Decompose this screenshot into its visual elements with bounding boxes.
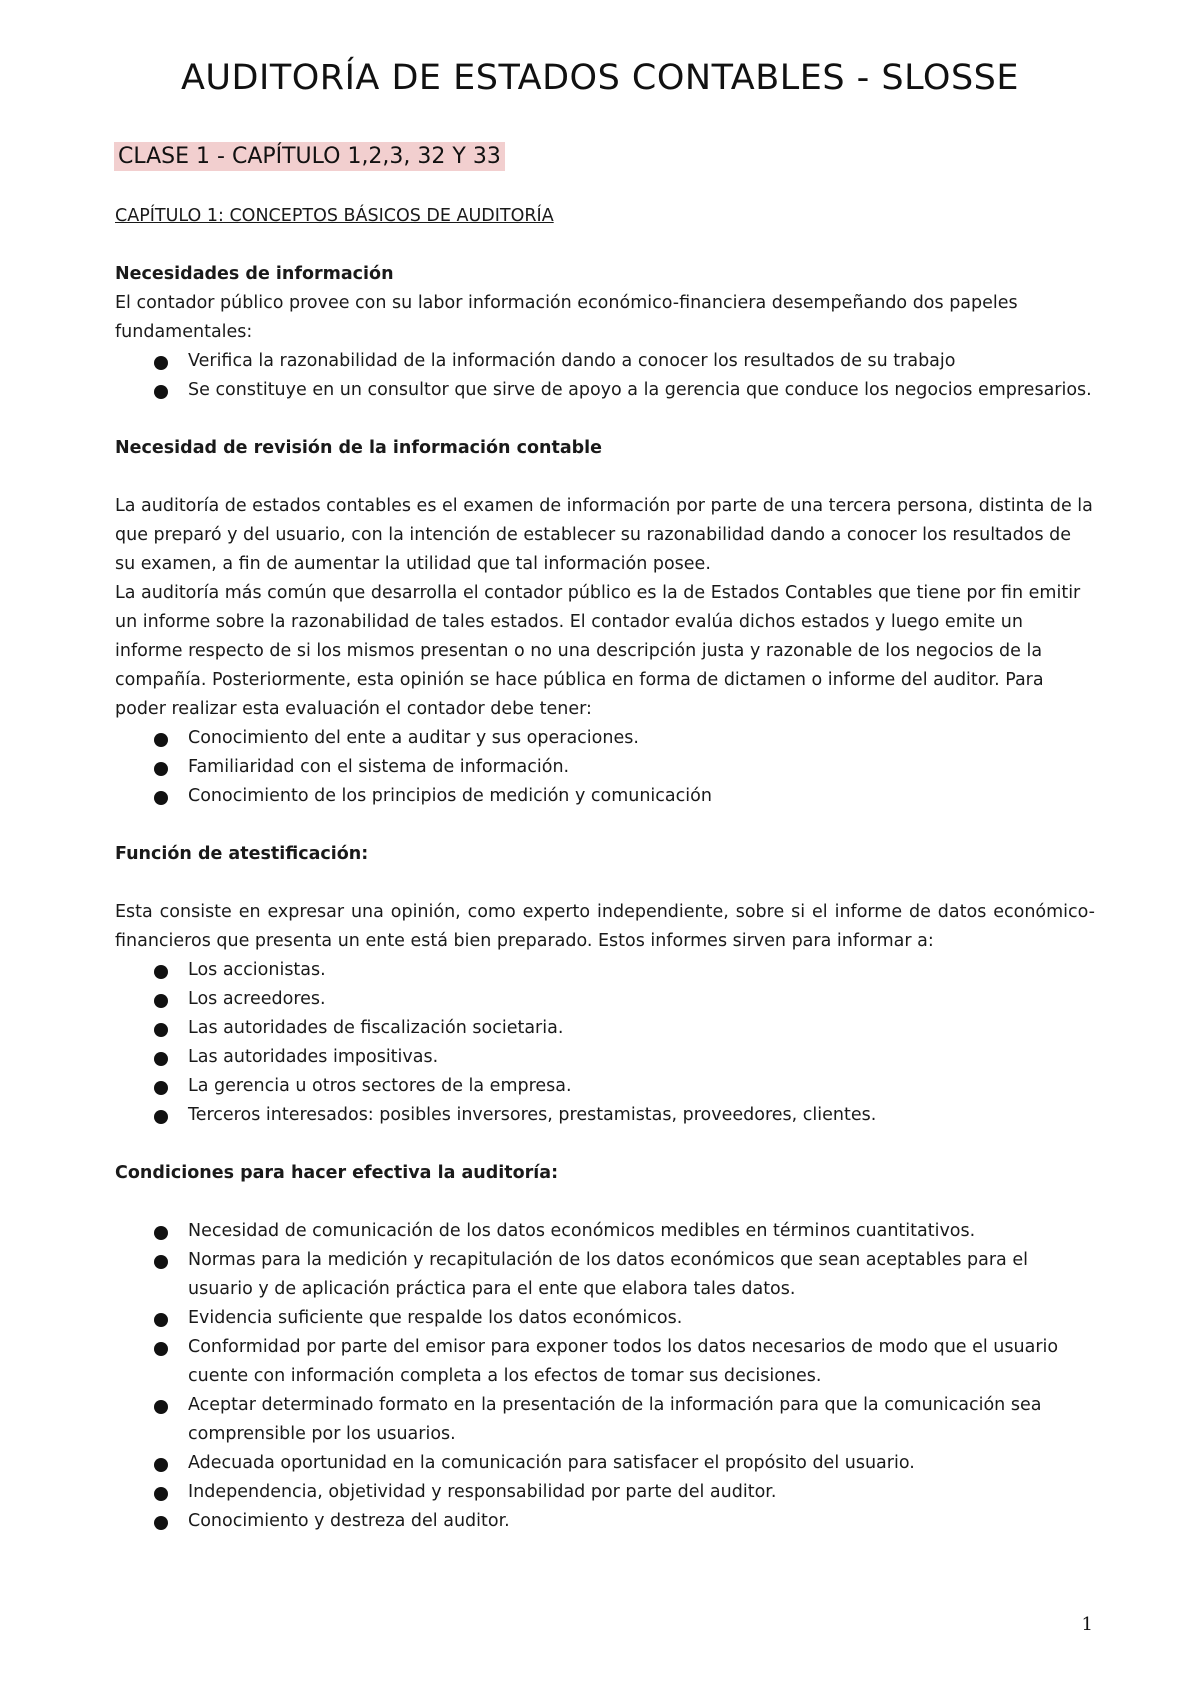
list-item: Los acreedores. [188, 985, 1095, 1014]
paragraph: La auditoría de estados contables es el examen de información por parte de una tercera persona, distinta de la que preparó y del usuario, con la intención de establecer su razonabilidad dando a conocer los resultados de su examen, a fin de aumentar la utilidad que tal información posee. [115, 496, 1093, 574]
bullet-list [115, 347, 1095, 405]
list-item: Las autoridades de fiscalización societaria. [188, 1014, 1095, 1043]
bullet-list [115, 724, 1095, 811]
class-heading: CLASE 1 - CAPÍTULO 1,2,3, 32 Y 33 [114, 142, 505, 171]
list-item: Conformidad por parte del emisor para exponer todos los datos necesarios de modo que el usuario cuente con información completa a los efectos de tomar sus decisiones. [188, 1333, 1095, 1391]
paragraph: El contador público provee con su labor información económico-financiera desempeñando dos papeles fundamentales: [115, 293, 1018, 342]
list-item: Adecuada oportunidad en la comunicación para satisfacer el propósito del usuario. [188, 1449, 1095, 1478]
list-item: Conocimiento y destreza del auditor. [188, 1507, 1095, 1536]
list-item: Conocimiento de los principios de medición y comunicación [188, 782, 1095, 811]
list-item: Aceptar determinado formato en la presentación de la información para que la comunicación sea comprensible por los usuarios. [188, 1391, 1095, 1449]
list-item: Necesidad de comunicación de los datos económicos medibles en términos cuantitativos. [188, 1217, 1095, 1246]
bullet-list [115, 956, 1095, 1130]
document-title: AUDITORÍA DE ESTADOS CONTABLES - SLOSSE [180, 58, 1019, 98]
list-item: Las autoridades impositivas. [188, 1043, 1095, 1072]
chapter-heading: CAPÍTULO 1: CONCEPTOS BÁSICOS DE AUDITORÍA [115, 206, 554, 226]
paragraph: Esta consiste en expresar una opinión, como experto independiente, sobre si el informe de datos económico-financieros que presenta un ente está bien preparado. Estos informes sirven para informar a: [115, 902, 1095, 951]
bullet-list [115, 1217, 1095, 1536]
list-item: Se constituye en un consultor que sirve de apoyo a la gerencia que conduce los negocios empresarios. [188, 376, 1095, 405]
section-heading-condiciones: Condiciones para hacer efectiva la auditoría: [115, 1163, 559, 1183]
list-item: Familiaridad con el sistema de información. [188, 753, 1095, 782]
list-item: Evidencia suficiente que respalde los datos económicos. [188, 1304, 1095, 1333]
document-body [115, 202, 1095, 1536]
list-item: Los accionistas. [188, 956, 1095, 985]
section-heading-atestificacion: Función de atestificación: [115, 844, 369, 864]
list-item: Normas para la medición y recapitulación de los datos económicos que sean aceptables para el usuario y de aplicación práctica para el ente que elabora tales datos. [188, 1246, 1095, 1304]
section-heading-revision: Necesidad de revisión de la información contable [115, 438, 603, 458]
list-item: Terceros interesados: posibles inversores, prestamistas, proveedores, clientes. [188, 1101, 1095, 1130]
page-number: 1 [1081, 1614, 1093, 1635]
list-item: La gerencia u otros sectores de la empresa. [188, 1072, 1095, 1101]
paragraph: La auditoría más común que desarrolla el contador público es la de Estados Contables que tiene por fin emitir un informe sobre la razonabilidad de tales estados. El contador evalúa dichos estados y luego emite un informe respecto de si los mismos presentan o no una descripción justa y razonable de los negocios de la compañía. Posteriormente, esta opinión se hace pública en forma de dictamen o informe del auditor. Para poder realizar esta evaluación el contador debe tener: [115, 583, 1081, 719]
list-item: Independencia, objetividad y responsabilidad por parte del auditor. [188, 1478, 1095, 1507]
section-heading-necesidades: Necesidades de información [115, 264, 394, 284]
list-item: Conocimiento del ente a auditar y sus operaciones. [188, 724, 1095, 753]
list-item: Verifica la razonabilidad de la información dando a conocer los resultados de su trabajo [188, 347, 1095, 376]
